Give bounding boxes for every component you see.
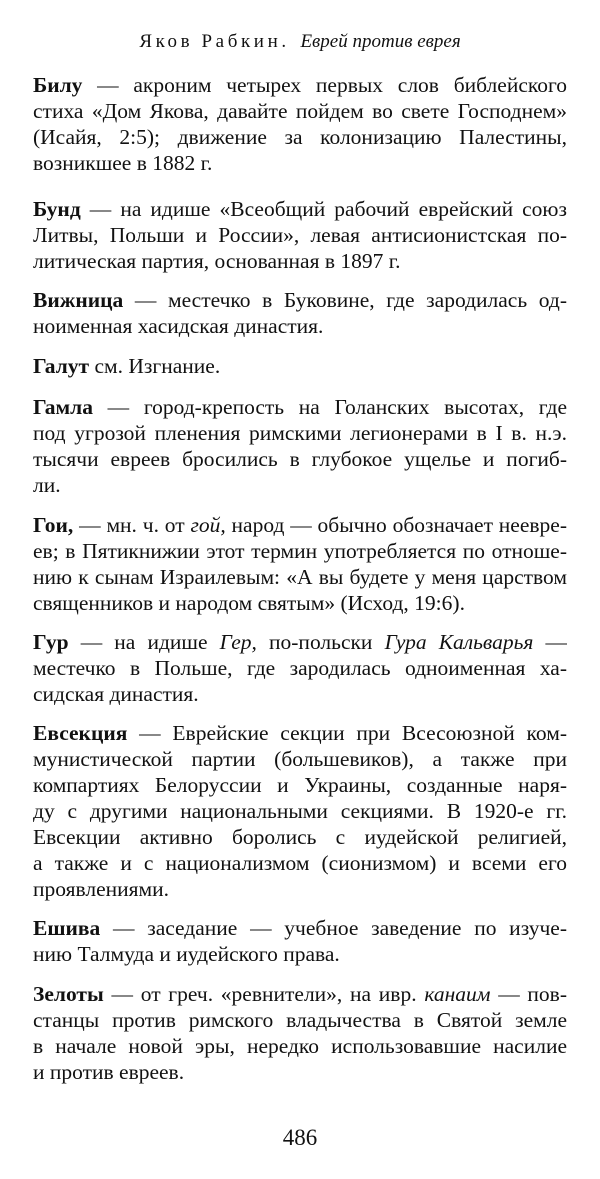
glossary-entry (33, 915, 567, 967)
entry-term: Гои, (33, 513, 74, 537)
entry-term: Билу (33, 73, 83, 97)
entry-line: Евсекция — Еврейские секции при Всесоюзной ком- (33, 721, 567, 745)
entry-line: Гамла — город-крепость на Голанских высотах, где (33, 395, 567, 419)
entry-line: и против евреев. (33, 1060, 185, 1084)
glossary-entry (33, 287, 567, 339)
italic-term: гой, (190, 513, 226, 537)
entry-line: Зелоты — от греч. «ревнители», на ивр. канаим — пов- (33, 982, 567, 1006)
entry-line: в начале новой эры, нередко использовавшие насилие (33, 1034, 567, 1058)
italic-term: Гер, (219, 630, 257, 654)
page-number: 486 (282, 1125, 318, 1150)
entry-line: возникшее в 1882 г. (33, 151, 213, 175)
entry-line: местечко в Польше, где зародилась одноименная ха- (33, 656, 567, 680)
entry-line: ноименная хасидская династия. (33, 314, 324, 338)
running-head-author: Яков Рабкин. (139, 31, 290, 52)
glossary-entry (33, 981, 567, 1085)
entry-line: Гои, — мн. ч. от гой, народ — обычно обозначает неевре- (33, 513, 567, 537)
running-head-title: Еврей против еврея (300, 31, 461, 52)
glossary-entry (33, 720, 567, 902)
entry-line: Гур — на идише Гер, по-польски Гура Кальварья — (33, 630, 567, 654)
entry-line: ев; в Пятикнижии этот термин употребляется по отноше- (33, 539, 567, 563)
entry-line: проявлениями. (33, 877, 170, 901)
entry-line: Галут см. Изгнание. (33, 354, 221, 378)
entry-line: сидская династия. (33, 682, 199, 706)
glossary-entry (33, 512, 567, 616)
italic-term: канаим (424, 982, 491, 1006)
running-head (0, 30, 600, 54)
entry-term: Евсекция (33, 721, 128, 745)
entry-term: Зелоты (33, 982, 104, 1006)
entry-line: Евсекции активно боролись с иудейской религией, (33, 825, 567, 849)
entry-term: Вижница (33, 288, 124, 312)
entry-line: тысячи евреев бросились в глубокое ущелье и погиб- (33, 447, 567, 471)
entry-line: нию Талмуда и иудейского права. (33, 942, 340, 966)
entry-term: Ешива (33, 916, 101, 940)
entry-line: а также и с национализмом (сионизмом) и всеми его (33, 851, 567, 875)
entry-line: Литвы, Польши и России», левая антисионистская по- (33, 223, 567, 247)
entry-term: Гамла (33, 395, 93, 419)
glossary-entry (33, 629, 567, 707)
entry-line: компартиях Белоруссии и Украины, созданные наря- (33, 773, 567, 797)
entry-line: ли. (33, 473, 61, 497)
entry-line: стиха «Дом Якова, давайте пойдем во свете Господнем» (33, 99, 567, 123)
entry-line: (Исайя, 2:5); движение за колонизацию Палестины, (33, 125, 567, 149)
entry-term: Гур (33, 630, 69, 654)
glossary-entry (33, 72, 567, 176)
entry-line: священников и народом святым» (Исход, 19:6). (33, 591, 465, 615)
entry-line: нию к сынам Израилевым: «А вы будете у меня царством (33, 565, 567, 589)
glossary-entry (33, 353, 567, 379)
glossary-entry (33, 196, 567, 274)
entry-line: Вижница — местечко в Буковине, где зародилась од- (33, 288, 567, 312)
entry-line: Билу — акроним четырех первых слов библейского (33, 73, 567, 97)
italic-term: Гура Кальварья (384, 630, 534, 654)
entry-line: Ешива — заседание — учебное заведение по изуче- (33, 916, 567, 940)
entry-term: Галут (33, 354, 90, 378)
entry-line: мунистической партии (большевиков), а также при (33, 747, 567, 771)
entry-line: под угрозой пленения римскими легионерами в I в. н.э. (33, 421, 567, 445)
entry-term: Бунд (33, 197, 81, 221)
entry-line: литическая партия, основанная в 1897 г. (33, 249, 401, 273)
entry-line: ду с другими национальными секциями. В 1920-е гг. (33, 799, 567, 823)
entry-line: Бунд — на идише «Всеобщий рабочий еврейский союз (33, 197, 567, 221)
glossary-entry (33, 394, 567, 498)
entry-line: станцы против римского владычества в Святой земле (33, 1008, 567, 1032)
